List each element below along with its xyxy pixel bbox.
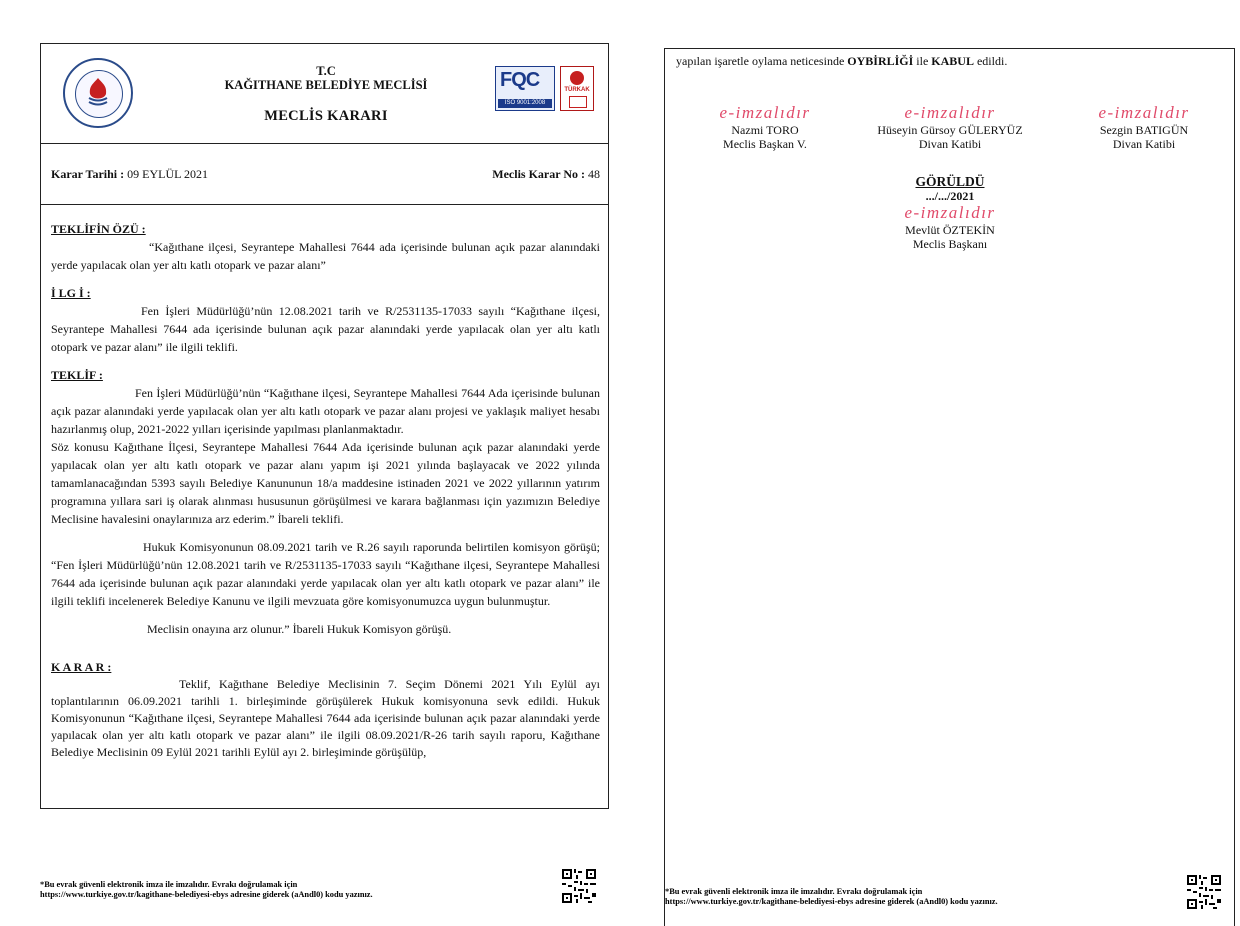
footer-line-1: *Bu evrak güvenli elektronik imza ile imzalıdır. Evrakı doğrulamak için <box>40 880 298 889</box>
fqc-logo-text: FQC <box>500 69 540 91</box>
signer-role: Meclis Başkan V. <box>723 137 807 151</box>
document-page-2 <box>664 48 1235 926</box>
approver-name: Mevlüt ÖZTEKİN <box>905 223 995 237</box>
footer-line-1: *Bu evrak güvenli elektronik imza ile imzalıdır. Evrakı doğrulamak için <box>665 887 923 896</box>
section-heading-ozu: TEKLİFİN ÖZÜ : <box>51 222 146 236</box>
signer-name: Nazmi TORO <box>731 123 799 137</box>
vote-result-text: yapılan işaretle oylama neticesinde OYBİRLİĞİ ile KABUL edildi. <box>676 54 1008 68</box>
signature-block-chair <box>705 103 825 151</box>
ilgi-paragraph: Fen İşleri Müdürlüğü’nün 12.08.2021 tarih ve R/2531135-17033 sayılı “Kağıthane ilçesi, Seyrantepe Mahallesi 7644 ada içerisinde bulunan açık pazar alanındaki yerde yapılacak olan yer altı katlı otopark ve pazar alanı” ile ilgili teklifi. <box>51 304 600 354</box>
teklif-paragraph-2: Söz konusu Kağıthane İlçesi, Seyrantepe Mahallesi 7644 Ada içerisinde bulunan açık pazar alanındaki yerde yapılacak olan yer altı katlı otopark ve pazar alanı yapım işi 2021 yılında başlayacak ve 2022 yılında tamamlanacağından 5393 sayılı Belediye Kanununun 18/a maddesine istinaden 2021 ve 2022 yıllarının yatırım programına yıllara sari iş olarak alınması hususunun görüşülmesi ve karara bağlanması için yazımızın Belediye Meclisine havalesini onaylarınıza arz ederim.” İbareli teklifi. <box>51 440 600 526</box>
ozu-paragraph: “Kağıthane ilçesi, Seyrantepe Mahallesi 7644 ada içerisinde bulunan açık pazar alanındaki yerde yapılacak olan yer altı katlı otopark ve pazar alanı” <box>51 240 600 272</box>
qr-code-icon <box>1187 875 1221 909</box>
page2-footer <box>665 887 998 907</box>
section-heading-ilgi: İ LG İ : <box>51 286 91 300</box>
fqc-certification-logo <box>495 66 555 111</box>
e-signature-stamp: e-imzalıdır <box>904 203 996 222</box>
kagithane-municipality-seal-icon <box>63 58 133 128</box>
approval-date: .../.../2021 <box>925 189 975 203</box>
turkak-accreditation-logo <box>560 66 594 111</box>
header-title: MECLİS KARARI <box>264 108 388 124</box>
page1-footer <box>40 880 373 900</box>
signer-role: Divan Katibi <box>918 137 982 151</box>
decision-number: Meclis Karar No : 48 <box>492 167 600 181</box>
qr-code-icon <box>562 869 596 903</box>
e-signature-stamp: e-imzalıdır <box>719 103 811 122</box>
komisyon-paragraph: Hukuk Komisyonunun 08.09.2021 tarih ve R.26 sayılı raporunda belirtilen komisyon görüşü; “Fen İşleri Müdürlüğü’nün 12.08.2021 tarih ve R/2531135-17033 sayılı “Kağıthane ilçesi, Seyrantepe Mahallesi 7644 ada içerisinde bulunan açık pazar alanındaki yerde yapılacak olan yer altı katlı otopark ve pazar alanı” ile ilgili teklifi incelenerek Belediye Kanunu ve ilgili mevzuata göre komisyonumuzca uygun bulunmuştur. <box>51 540 600 608</box>
footer-line-2: https://www.turkiye.gov.tr/kagithane-belediyesi-ebys adresine giderek (aAndl0) kodu yazınız. <box>40 890 373 899</box>
teklif-paragraph-1: Fen İşleri Müdürlüğü’nün “Kağıthane ilçesi, Seyrantepe Mahallesi 7644 Ada içerisinde bulunan açık pazar alanındaki yerde yapılacak olan yer altı katlı otopark ve pazar alanı projesi ve yaklaşık maliyet hesabı hazırlanmış olup, 2021-2022 yılları içerisinde yapılması planlanmaktadır. <box>51 386 600 436</box>
section-heading-teklif: TEKLİF : <box>51 368 103 382</box>
signer-name: Sezgin BATIGÜN <box>1099 123 1189 137</box>
turkak-label: TÜRKAK <box>564 87 590 93</box>
signature-block-secretary-2 <box>1079 103 1209 151</box>
document-body <box>51 220 600 761</box>
karar-paragraph: Teklif, Kağıthane Belediye Meclisinin 7. Seçim Dönemi 2021 Yılı Eylül ayı toplantılarının 06.09.2021 tarihli 1. birleşiminde görüşülerek Hukuk komisyonuna sevk edildi. Hukuk Komisyonunun “Kağıthane ilçesi, Seyrantepe Mahallesi 7644 ada içerisinde bulunan açık pazar alanındaki yerde yapılacak olan yer altı katlı otopark ve pazar alanı” ile ilgili 08.09.2021/R-26 tarih sayılı raporu, Kağıthane Belediye Meclisinin 09 Eylül 2021 tarihli Eylül ayı 2. birleşiminde görüşülüp, <box>51 677 600 759</box>
approval-block <box>855 175 1045 251</box>
header-tc: T.C <box>316 64 336 78</box>
document-header <box>181 64 471 123</box>
approver-role: Meclis Başkanı <box>912 237 988 251</box>
tulip-icon <box>85 76 111 106</box>
approval-title: GÖRÜLDÜ <box>915 174 985 189</box>
decision-date: Karar Tarihi : 09 EYLÜL 2021 <box>51 167 209 181</box>
signature-block-secretary-1 <box>860 103 1040 151</box>
meta-divider <box>41 204 608 205</box>
iso-label: ISO 9001:2008 <box>498 99 552 108</box>
footer-line-2: https://www.turkiye.gov.tr/kagithane-belediyesi-ebys adresine giderek (aAndl0) kodu yazınız. <box>665 897 998 906</box>
turkak-emblem-icon <box>570 71 584 85</box>
e-signature-stamp: e-imzalıdır <box>1098 103 1190 122</box>
section-heading-karar: K A R A R : <box>51 660 112 674</box>
e-signature-stamp: e-imzalıdır <box>904 103 996 122</box>
header-divider <box>41 143 608 144</box>
turkak-check-icon <box>569 96 587 108</box>
onay-paragraph: Meclisin onayına arz olunur.” İbareli Hukuk Komisyon görüşü. <box>147 622 452 636</box>
signer-name: Hüseyin Gürsoy GÜLERYÜZ <box>877 123 1023 137</box>
header-council-name: KAĞITHANE BELEDİYE MECLİSİ <box>224 78 428 92</box>
signer-role: Divan Katibi <box>1112 137 1176 151</box>
document-page-1 <box>40 43 609 809</box>
